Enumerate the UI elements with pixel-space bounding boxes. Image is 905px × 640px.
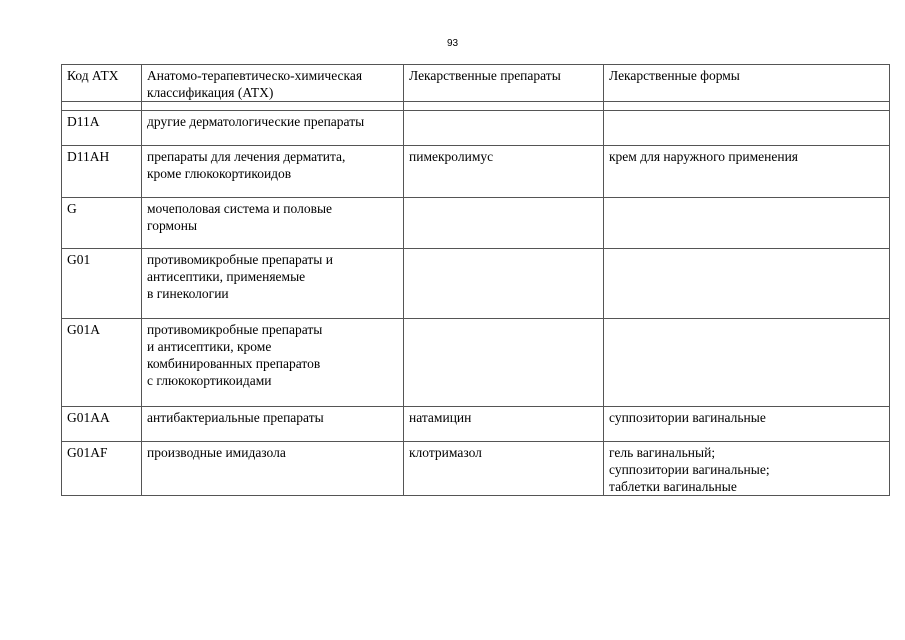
cell-forms [604,198,890,249]
cell-drug [404,319,604,407]
atx-table [61,64,890,496]
cell-classification: мочеполовая система и половые гормоны [142,198,404,249]
header-classification: Анатомо-терапевтическо-химическая классификация (АТХ) [142,65,404,102]
cell-code: G [62,198,142,249]
cell-drug [404,198,604,249]
cell-classification: противомикробные препараты и антисептики, кроме комбинированных препаратов с глюкокортикоидами [142,319,404,407]
cell-classification: препараты для лечения дерматита, кроме глюкокортикоидов [142,146,404,198]
cell-forms [604,249,890,319]
cell-classification: антибактериальные препараты [142,407,404,442]
cell-code: D11AH [62,146,142,198]
table-row [62,249,890,319]
cell-code: G01A [62,319,142,407]
cell-drug [404,111,604,146]
cell-forms: крем для наружного применения [604,146,890,198]
cell-drug: клотримазол [404,442,604,496]
cell-drug: пимекролимус [404,146,604,198]
cell-code: G01AF [62,442,142,496]
cell-classification: производные имидазола [142,442,404,496]
table-row [62,407,890,442]
cell-code: G01 [62,249,142,319]
header-drugs: Лекарственные препараты [404,65,604,102]
table-header-row [62,65,890,102]
table-row [62,319,890,407]
header-code: Код АТХ [62,65,142,102]
cell-code: D11A [62,111,142,146]
table-row [62,198,890,249]
page-number: 93 [446,38,459,49]
cell-forms [604,111,890,146]
cell-classification: противомикробные препараты и антисептики, применяемые в гинекологии [142,249,404,319]
cell-drug: натамицин [404,407,604,442]
table-row [62,111,890,146]
table-row [62,146,890,198]
table-row [62,442,890,496]
cell-forms: суппозитории вагинальные [604,407,890,442]
header-spacer-row [62,102,890,111]
cell-code: G01AA [62,407,142,442]
cell-forms [604,319,890,407]
cell-forms: гель вагинальный; суппозитории вагинальные; таблетки вагинальные [604,442,890,496]
header-forms: Лекарственные формы [604,65,890,102]
cell-drug [404,249,604,319]
cell-classification: другие дерматологические препараты [142,111,404,146]
